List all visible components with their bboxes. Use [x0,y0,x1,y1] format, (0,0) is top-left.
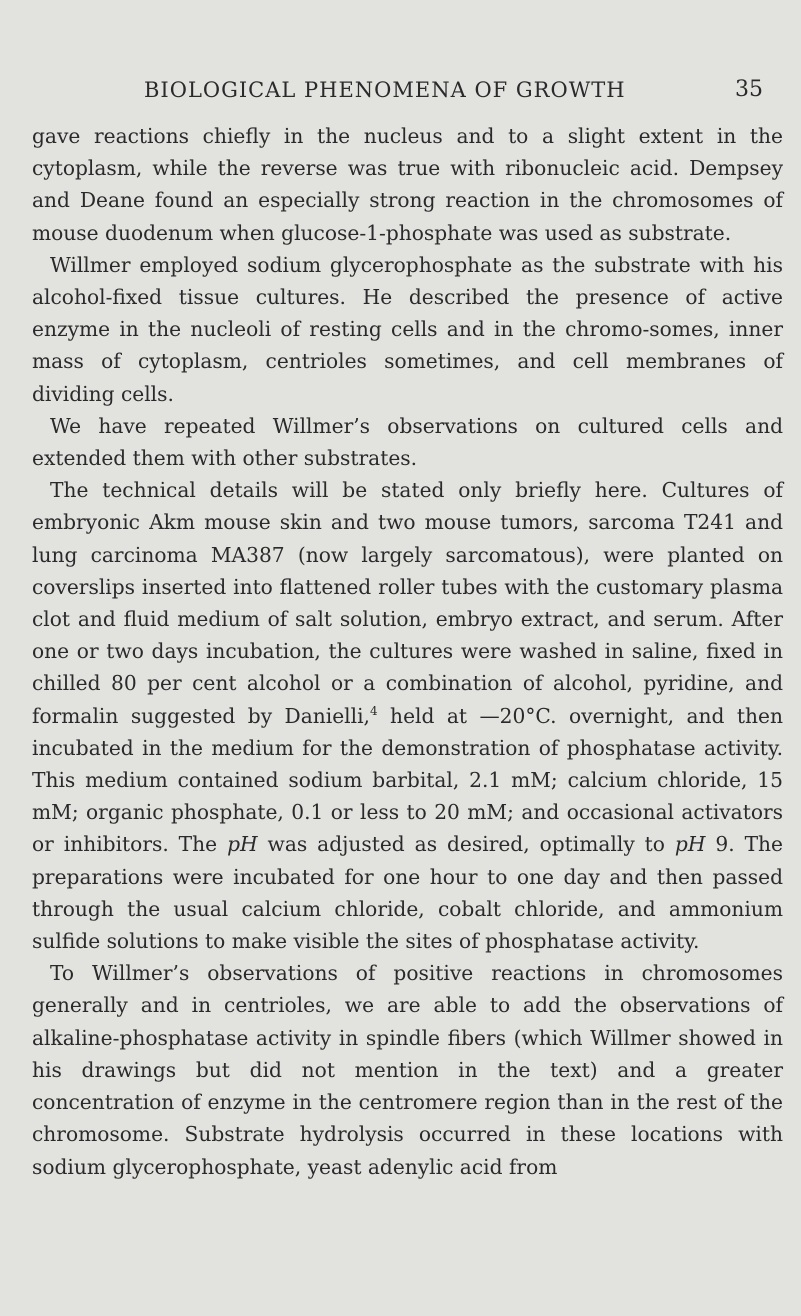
page-number: 35 [735,77,763,102]
paragraph-2: Willmer employed sodium glycerophosphate as the substrate with his alcohol-fixed tissue cultures. He described the presence of active enzyme in the nucleoli of resting cells and in the chromo-somes, inner mass of cytoplasm, centrioles sometimes, and cell membranes of dividing cells. [32,252,783,406]
body-text [32,120,783,1183]
paragraph-4-text-end: 9. The preparations were incubated for one hour to one day and then passed through the usual calcium chloride, cobalt chloride, and ammonium sulfide solutions to make visible the sites of phosphatase activity. [32,832,783,954]
ph-term-2: pH [674,832,706,857]
running-head [32,76,783,120]
paragraph-4-text-start: The technical details will be stated only briefly here. Cultures of embryonic Akm mouse skin and two mouse tumors, sarcoma T241 and lung carcinoma MA387 (now largely sarcomatous), were planted on coverslips inserted into flattened roller tubes with the customary plasma clot and fluid medium of salt solution, embryo extract, and serum. After one or two days incubation, the cultures were washed in saline, fixed in chilled 80 per cent alcohol or a combination of alcohol, pyridine, and formalin suggested by Danielli, [32,478,783,728]
paragraph-4-text-continued: held at —20°C. overnight, and then incubated in the medium for the demonstration of phosphatase activity. This medium contained sodium barbital, 2.1 mM; calcium chloride, 15 mM; organic phosphate, 0.1 or less to 20 mM; and occasional activators or inhibitors. The [32,703,783,857]
paragraph-4-text-middle: was adjusted as desired, optimally to [257,832,675,857]
running-head-title: BIOLOGICAL PHENOMENA OF GROWTH [144,78,626,102]
paragraph-1: gave reactions chiefly in the nucleus and to a slight extent in the cytoplasm, while the reverse was true with ribonucleic acid. Dempsey and Deane found an especially strong reaction in the chromosomes of mouse duodenum when glucose-1-phosphate was used as substrate. [32,124,783,245]
paragraph-4 [32,474,783,957]
footnote-reference: 4 [369,703,378,718]
ph-term: pH [227,832,258,857]
paragraph-3: We have repeated Willmer’s observations on cultured cells and extended them with other substrates. [32,413,783,471]
paragraph-5: To Willmer’s observations of positive reactions in chromosomes generally and in centrioles, we are able to add the observations of alkaline-phosphatase activity in spindle fibers (which Willmer showed in his drawings but did not mention in the text) and a greater concentration of enzyme in the centromere region than in the rest of the chromosome. Substrate hydrolysis occurred in these locations with sodium glycerophosphate, yeast adenylic acid from [32,961,783,1179]
